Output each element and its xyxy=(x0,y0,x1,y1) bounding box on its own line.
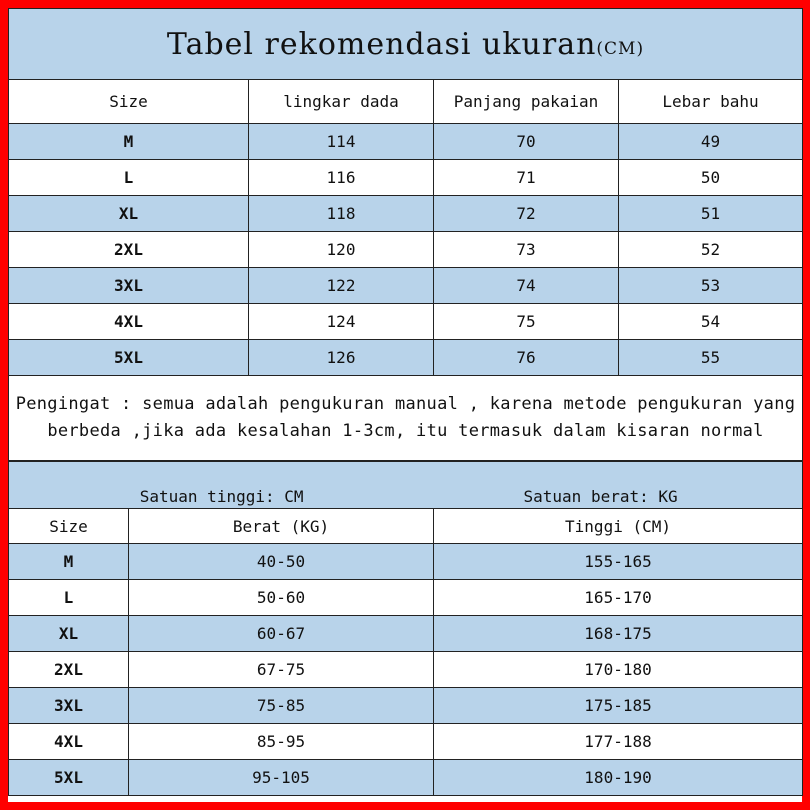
table-cell: 122 xyxy=(249,268,434,304)
table-row xyxy=(9,616,803,652)
size-cell: M xyxy=(9,124,249,160)
column-header: Lebar bahu xyxy=(619,80,803,124)
table-cell: 175-185 xyxy=(434,688,803,724)
table-cell: 50-60 xyxy=(129,580,434,616)
table-row xyxy=(9,580,803,616)
table-row xyxy=(9,652,803,688)
size-cell: M xyxy=(9,544,129,580)
size-cell: XL xyxy=(9,196,249,232)
size-cell: 2XL xyxy=(9,652,129,688)
table-cell: 75 xyxy=(434,304,619,340)
table-row xyxy=(9,196,803,232)
table-cell: 85-95 xyxy=(129,724,434,760)
table-row xyxy=(9,760,803,796)
page-title xyxy=(9,9,803,80)
table-cell: 155-165 xyxy=(434,544,803,580)
table-row xyxy=(9,544,803,580)
table-row xyxy=(9,688,803,724)
weight-height-table xyxy=(8,461,803,796)
table-cell: 73 xyxy=(434,232,619,268)
size-cell: 4XL xyxy=(9,724,129,760)
size-cell: XL xyxy=(9,616,129,652)
column-header: Tinggi (CM) xyxy=(434,509,803,544)
column-header: Panjang pakaian xyxy=(434,80,619,124)
table-cell: 114 xyxy=(249,124,434,160)
table-cell: 168-175 xyxy=(434,616,803,652)
table-cell: 67-75 xyxy=(129,652,434,688)
size-cell: 5XL xyxy=(9,340,249,376)
table-cell: 40-50 xyxy=(129,544,434,580)
table-row xyxy=(9,160,803,196)
size-cell: L xyxy=(9,160,249,196)
table-cell: 49 xyxy=(619,124,803,160)
table-cell: 170-180 xyxy=(434,652,803,688)
size-cell: 3XL xyxy=(9,268,249,304)
table-cell: 60-67 xyxy=(129,616,434,652)
table-cell: 52 xyxy=(619,232,803,268)
size-table xyxy=(8,8,803,461)
table-cell: 70 xyxy=(434,124,619,160)
table-cell: 126 xyxy=(249,340,434,376)
table-cell: 118 xyxy=(249,196,434,232)
title-text: Tabel rekomendasi ukuran xyxy=(166,26,597,62)
column-header: Size xyxy=(9,80,249,124)
column-header: Berat (KG) xyxy=(129,509,434,544)
size-chart xyxy=(8,8,802,802)
size-cell: 3XL xyxy=(9,688,129,724)
table-cell: 75-85 xyxy=(129,688,434,724)
table-header xyxy=(9,80,803,124)
table-row xyxy=(9,340,803,376)
table-cell: 120 xyxy=(249,232,434,268)
size-cell: 2XL xyxy=(9,232,249,268)
weight-unit-label: Satuan berat: KG xyxy=(434,462,803,509)
table-cell: 71 xyxy=(434,160,619,196)
size-cell: 5XL xyxy=(9,760,129,796)
table-row xyxy=(9,304,803,340)
table-cell: 72 xyxy=(434,196,619,232)
table-cell: 124 xyxy=(249,304,434,340)
table-cell: 165-170 xyxy=(434,580,803,616)
column-header: lingkar dada xyxy=(249,80,434,124)
table-cell: 116 xyxy=(249,160,434,196)
column-header: Size xyxy=(9,509,129,544)
table-row xyxy=(9,724,803,760)
table-cell: 51 xyxy=(619,196,803,232)
table-cell: 74 xyxy=(434,268,619,304)
table-cell: 55 xyxy=(619,340,803,376)
table-cell: 76 xyxy=(434,340,619,376)
table-cell: 53 xyxy=(619,268,803,304)
table-cell: 54 xyxy=(619,304,803,340)
size-cell: L xyxy=(9,580,129,616)
table-row xyxy=(9,232,803,268)
table-row xyxy=(9,268,803,304)
table-cell: 95-105 xyxy=(129,760,434,796)
table-row xyxy=(9,124,803,160)
size-cell: 4XL xyxy=(9,304,249,340)
table-cell: 177-188 xyxy=(434,724,803,760)
table-cell: 180-190 xyxy=(434,760,803,796)
title-unit: (CM) xyxy=(596,38,645,59)
table-header xyxy=(9,509,803,544)
height-unit-label: Satuan tinggi: CM xyxy=(9,462,434,509)
table-cell: 50 xyxy=(619,160,803,196)
measurement-note: Pengingat : semua adalah pengukuran manual , karena metode pengukuran yang berbeda ,jika ada kesalahan 1-3cm, itu termasuk dalam kisaran normal xyxy=(9,376,803,461)
unit-row xyxy=(9,462,803,509)
